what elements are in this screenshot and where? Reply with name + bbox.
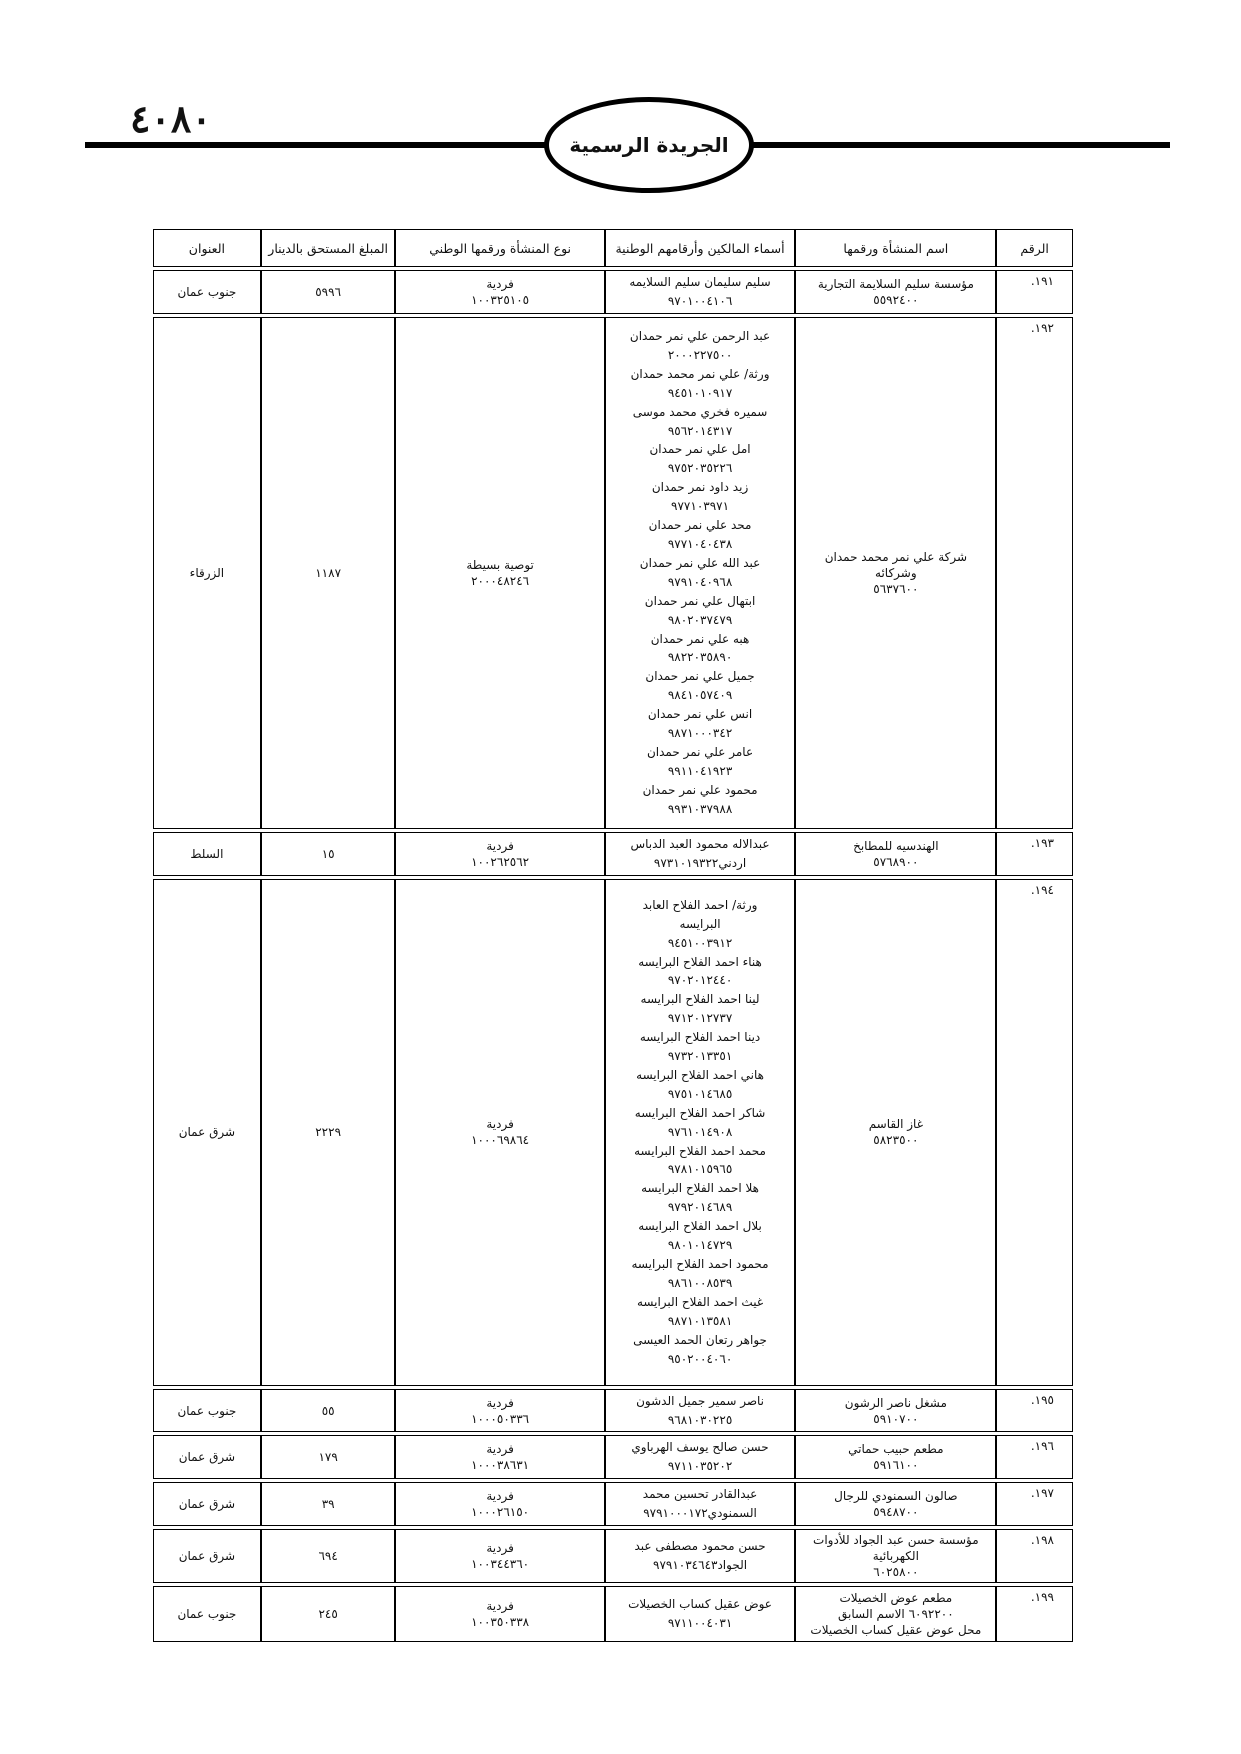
cell-amount: ٥٥ <box>261 1389 396 1433</box>
cell-owners <box>605 1586 796 1642</box>
cell-amount: ١٥ <box>261 832 396 876</box>
entity-line: مطعم حبيب حماتي <box>848 1442 944 1457</box>
cell-type <box>395 1529 604 1583</box>
cell-entity <box>795 270 996 314</box>
cell-address: جنوب عمان <box>153 1389 261 1433</box>
owners-line: حسن محمود مصطفى عبد <box>634 1539 766 1554</box>
owners-line: شاكر احمد الفلاح البرايسه <box>634 1105 766 1120</box>
owners-line: ٢٠٠٠٢٢٧٥٠٠ <box>667 347 733 362</box>
header-address: العنوان <box>153 229 261 267</box>
owners-line: ٩٦٨١٠٣٠٢٢٥ <box>667 1412 733 1427</box>
cell-amount: ١١٨٧ <box>261 317 396 829</box>
owners-line: ٩٤٥١٠١٠٩١٧ <box>667 385 733 400</box>
owners-line: ٩٧٥١٠١٤٦٨٥ <box>667 1086 733 1101</box>
owners-line: سليم سليمان سليم السلايمه <box>629 275 771 289</box>
owners-line: غيث احمد الفلاح البرايسه <box>636 1294 764 1309</box>
cell-entity <box>795 317 996 829</box>
entity-line: ٦٠٢٥٨٠٠ <box>873 1565 919 1580</box>
cell-entity <box>795 879 996 1386</box>
cell-address: الزرقاء <box>153 317 261 829</box>
owners-line: عامر علي نمر حمدان <box>646 744 754 759</box>
owners-line: ٩٧١٢٠١٢٧٣٧ <box>667 1011 733 1026</box>
type-line: ١٠٠٢٦٢٥٦٢ <box>471 854 530 869</box>
owners-line: ناصر سمير جميل الدشون <box>636 1393 764 1408</box>
owners-line: عوض عقيل كساب الخصيلات <box>628 1597 772 1612</box>
owners-line: السمنودي٩٧٩١٠٠٠١٧٢ <box>643 1506 757 1521</box>
owners-line: هلا احمد الفلاح البرايسه <box>641 1181 760 1196</box>
cell-owners <box>605 317 796 829</box>
type-line: فردية <box>486 276 514 291</box>
header-entity-name: اسم المنشأة ورقمها <box>795 229 996 267</box>
table-row <box>153 1586 1073 1642</box>
cell-number: ١٩٦. <box>996 1435 1073 1479</box>
owners-line: ابتهال علي نمر حمدان <box>644 593 756 608</box>
type-line: ١٠٠٣٥٠٣٣٨ <box>471 1615 530 1630</box>
cell-amount: ٢٢٢٩ <box>261 879 396 1386</box>
owners-line: ٩٧٩٢٠١٤٦٨٩ <box>667 1200 733 1215</box>
cell-entity <box>795 1435 996 1479</box>
type-line: ١٠٠٣٤٤٣٦٠ <box>471 1557 530 1572</box>
table-row <box>153 1389 1073 1433</box>
owners-line: بلال احمد الفلاح البرايسه <box>638 1219 762 1234</box>
owners-line: لينا احمد الفلاح البرايسه <box>640 992 760 1007</box>
cell-owners <box>605 1482 796 1526</box>
cell-owners <box>605 832 796 876</box>
entity-line: ٥٩٤٨٧٠٠ <box>873 1505 919 1520</box>
table-header-row <box>153 229 1073 267</box>
gazette-title: الجريدة الرسمية <box>569 133 729 157</box>
cell-type <box>395 317 604 829</box>
owners-line: محمود علي نمر حمدان <box>642 782 758 797</box>
type-line: ١٠٠٠٥٠٣٣٦ <box>471 1411 530 1426</box>
header-amount: المبلغ المستحق بالدينار <box>261 229 396 267</box>
owners-line: ٩٨٦١٠٠٨٥٣٩ <box>667 1275 733 1290</box>
cell-number: ١٩٩. <box>996 1586 1073 1642</box>
owners-line: محد علي نمر حمدان <box>648 518 752 533</box>
cell-type <box>395 1435 604 1479</box>
cell-amount: ١٧٩ <box>261 1435 396 1479</box>
cell-number: ١٩٤. <box>996 879 1073 1386</box>
owners-line: ٩٧٥٢٠٣٥٢٢٦ <box>667 461 733 476</box>
cell-entity <box>795 832 996 876</box>
entity-line: غاز القاسم <box>868 1117 923 1132</box>
type-line: ١٠٠٠٦٩٨٦٤ <box>471 1133 530 1148</box>
entity-line: صالون السمنودي للرجال <box>834 1489 958 1504</box>
entity-line: محل عوض عقيل كساب الخصيلات <box>810 1623 982 1638</box>
owners-line: حسن صالح يوسف الهرباوي <box>631 1440 769 1455</box>
type-line: توصية بسيطة <box>466 557 534 572</box>
owners-line: ٩٨٢٢٠٣٥٨٩٠ <box>667 650 733 665</box>
entity-line: ٦٠٩٢٢٠٠ الاسم السابق <box>838 1607 954 1622</box>
owners-line: ٩٥٠٢٠٠٤٠٦٠ <box>667 1351 733 1366</box>
cell-number: ١٩٣. <box>996 832 1073 876</box>
type-line: فردية <box>486 838 514 853</box>
owners-line: هناء احمد الفلاح البرايسه <box>638 954 762 969</box>
cell-entity <box>795 1482 996 1526</box>
owners-line: البرايسه <box>679 916 721 931</box>
entity-line: ٥٦٣٧٦٠٠ <box>873 581 919 596</box>
table-row <box>153 1482 1073 1526</box>
cell-type <box>395 1586 604 1642</box>
owners-line: ورثة/ علي نمر محمد حمدان <box>630 366 770 381</box>
owners-line: هاني احمد الفلاح البرايسه <box>636 1067 764 1082</box>
owners-line: دينا احمد الفلاح البرايسه <box>639 1030 761 1045</box>
owners-line: ٩٨٧١٠١٣٥٨١ <box>667 1313 733 1328</box>
owners-line: ٩٧٧١٠٤٠٤٣٨ <box>667 537 733 551</box>
cell-owners <box>605 879 796 1386</box>
owners-line: عبدالقادر تحسين محمد <box>642 1487 758 1502</box>
table-row <box>153 317 1073 829</box>
owners-line: هبه علي نمر حمدان <box>650 631 750 646</box>
entity-line: مؤسسة سليم السلايمة التجارية <box>817 276 974 291</box>
owners-line: ٩٧٩١٠٤٠٩٦٨ <box>667 574 733 589</box>
entity-line: مؤسسة حسن عبد الجواد للأدوات <box>813 1533 979 1548</box>
owners-line: ٩٩٣١٠٣٧٩٨٨ <box>667 801 733 816</box>
cell-address: شرق عمان <box>153 1529 261 1583</box>
cell-amount: ٥٩٩٦ <box>261 270 396 314</box>
owners-line: ٩٨٠٢٠٣٧٤٧٩ <box>667 612 733 627</box>
owners-line: امل علي نمر حمدان <box>649 442 751 457</box>
owners-line: ٩٧٧١٠٣٩٧١ <box>671 499 730 514</box>
owners-line: سميره فخري محمد موسى <box>632 404 768 419</box>
cell-address: جنوب عمان <box>153 1586 261 1642</box>
entity-line: وشركائه <box>875 565 917 580</box>
type-line: فردية <box>486 1541 514 1556</box>
header-number: الرقم <box>996 229 1073 267</box>
gazette-title-ellipse <box>544 97 754 193</box>
cell-type <box>395 270 604 314</box>
cell-type <box>395 832 604 876</box>
cell-type <box>395 1482 604 1526</box>
cell-amount: ٦٩٤ <box>261 1529 396 1583</box>
owners-line: انس علي نمر حمدان <box>647 707 753 722</box>
cell-number: ١٩٨. <box>996 1529 1073 1583</box>
owners-line: ٩٩١١٠٤١٩٢٣ <box>667 763 733 778</box>
table-row <box>153 270 1073 314</box>
cell-entity <box>795 1529 996 1583</box>
cell-owners <box>605 1529 796 1583</box>
entity-line: مطعم عوض الخصيلات <box>839 1591 953 1606</box>
entity-line: الهندسيه للمطابخ <box>853 838 939 853</box>
owners-line: ٩٨٠١٠١٤٧٢٩ <box>667 1238 733 1253</box>
owners-line: اردني٩٧٣١٠١٩٣٢٢ <box>653 855 747 870</box>
entity-line: ٥٧٦٨٩٠٠ <box>873 854 919 869</box>
cell-address: السلط <box>153 832 261 876</box>
cell-type <box>395 1389 604 1433</box>
owners-line: ٩٧٨١٠١٥٩٦٥ <box>667 1162 733 1177</box>
owners-line: ٩٧١١٠٠٤٠٣١ <box>667 1616 733 1631</box>
cell-entity <box>795 1389 996 1433</box>
owners-line: محمد احمد الفلاح البرايسه <box>634 1143 766 1158</box>
owners-line: جواهر رتعان الحمد العيسى <box>633 1332 767 1347</box>
type-line: ٢٠٠٠٤٨٢٤٦ <box>471 573 530 588</box>
owners-line: محمود احمد الفلاح البرايسه <box>631 1257 769 1272</box>
cell-number: ١٩٢. <box>996 317 1073 829</box>
cell-owners <box>605 1435 796 1479</box>
cell-type <box>395 879 604 1386</box>
owners-line: عبدالاله محمود العبد الدباس <box>630 836 770 851</box>
owners-line: الجواد٩٧٩١٠٣٤٦٤٣ <box>653 1558 748 1573</box>
entity-line: ٥٩١٦١٠٠ <box>873 1458 919 1473</box>
entity-line: الكهربائية <box>872 1549 919 1564</box>
cell-number: ١٩٥. <box>996 1389 1073 1433</box>
owners-line: ورثة/ احمد الفلاح العابد <box>642 897 758 912</box>
owners-line: ٩٨٤١٠٥٧٤٠٩ <box>667 688 733 703</box>
owners-line: ٩٤٥١٠٠٣٩١٢ <box>667 935 733 950</box>
type-line: ١٠٠٠٢٦١٥٠ <box>471 1505 530 1520</box>
cell-amount: ٣٩ <box>261 1482 396 1526</box>
type-line: ١٠٠٠٣٨٦٣١ <box>471 1458 530 1473</box>
type-line: فردية <box>486 1489 514 1504</box>
owners-line: ٩٧٣٢٠١٣٣٥١ <box>667 1049 733 1064</box>
table-row <box>153 879 1073 1386</box>
cell-number: ١٩٧. <box>996 1482 1073 1526</box>
owners-line: ٩٧٠١٠٠٤١٠٦ <box>667 293 733 308</box>
type-line: ١٠٠٣٢٥١٠٥ <box>471 292 530 307</box>
owners-line: جميل علي نمر حمدان <box>645 669 755 684</box>
page-number: ٤٠٨٠ <box>130 96 212 141</box>
owners-line: زيد داود نمر حمدان <box>651 480 749 495</box>
owners-line: عبد الله علي نمر حمدان <box>639 555 761 570</box>
type-line: فردية <box>486 1395 514 1410</box>
cell-address: شرق عمان <box>153 1435 261 1479</box>
registry-table <box>153 226 1073 1645</box>
cell-amount: ٢٤٥ <box>261 1586 396 1642</box>
owners-line: ٩٥٦٢٠١٤٣١٧ <box>667 423 733 438</box>
entity-line: شركة علي نمر محمد حمدان <box>824 549 968 564</box>
owners-line: ٩٧٠٢٠١٢٤٤٠ <box>667 973 733 988</box>
header-type: نوع المنشأة ورقمها الوطني <box>395 229 604 267</box>
header-owners: أسماء المالكين وأرقامهم الوطنية <box>605 229 796 267</box>
cell-address: جنوب عمان <box>153 270 261 314</box>
type-line: فردية <box>486 1117 514 1132</box>
entity-line: ٥٥٩٢٤٠٠ <box>873 292 919 307</box>
owners-line: ٩٧٦١٠١٤٩٠٨ <box>667 1124 733 1139</box>
cell-owners <box>605 1389 796 1433</box>
owners-line: ٩٨٧١٠٠٠٣٤٢ <box>667 726 733 741</box>
entity-line: ٥٩١٠٧٠٠ <box>873 1411 919 1426</box>
cell-entity <box>795 1586 996 1642</box>
cell-address: شرق عمان <box>153 1482 261 1526</box>
entity-line: ٥٨٢٣٥٠٠ <box>873 1133 919 1148</box>
cell-address: شرق عمان <box>153 879 261 1386</box>
entity-line: مشغل ناصر الرشون <box>844 1395 947 1410</box>
table-row <box>153 1529 1073 1583</box>
cell-number: ١٩١. <box>996 270 1073 314</box>
type-line: فردية <box>486 1599 514 1614</box>
table-row <box>153 832 1073 876</box>
owners-line: عبد الرحمن علي نمر حمدان <box>629 329 771 344</box>
owners-line: ٩٧١١٠٣٥٢٠٢ <box>667 1459 733 1474</box>
cell-owners <box>605 270 796 314</box>
table-row <box>153 1435 1073 1479</box>
type-line: فردية <box>486 1442 514 1457</box>
